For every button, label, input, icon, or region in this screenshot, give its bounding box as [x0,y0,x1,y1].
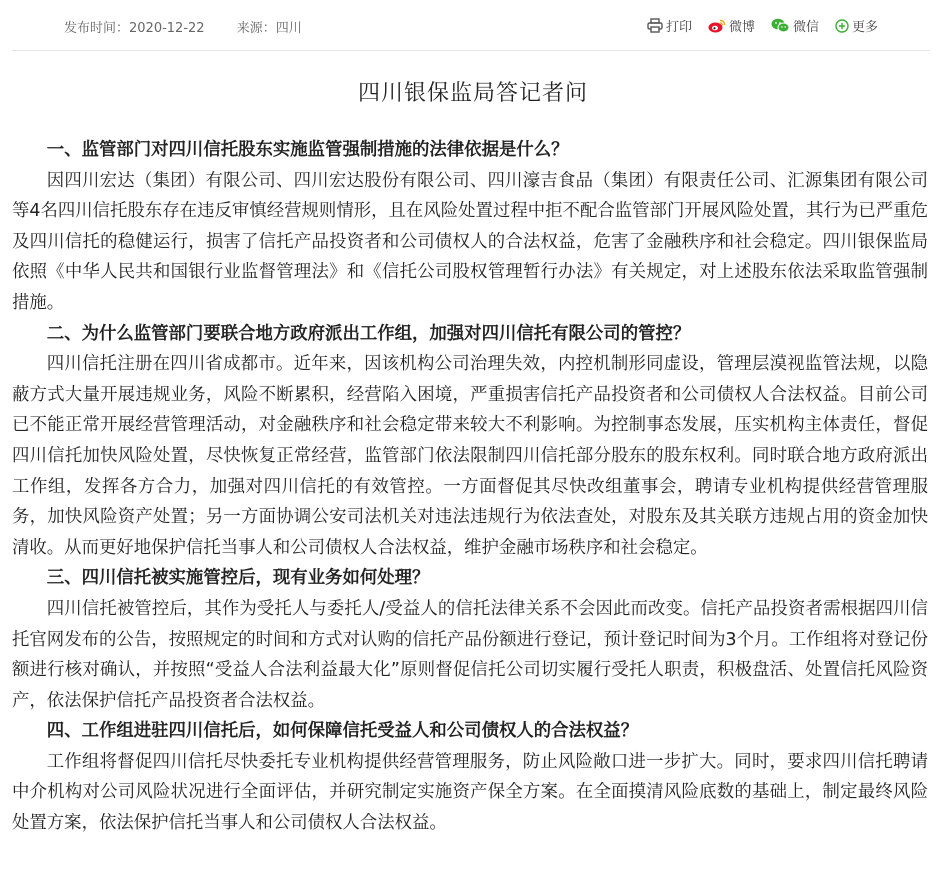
question-heading: 三、四川信托被实施管控后，现有业务如何处理？ [46,568,430,589]
more-share-button[interactable]: 更多 [835,16,878,35]
print-button[interactable]: 打印 [647,16,692,35]
source: 来源：四川 [236,21,302,36]
article-header-bar [12,0,930,51]
answer-paragraph: 工作组将督促四川信托尽快委托专业机构提供经营管理服务，防止风险敞口进一步扩大。同时，要求四川信托聘请中介机构对公司风险状况进行全面评估，并研究制定实施资产保全方案。在全面摸清风险底数的基础上，制定最终风险处置方案，依法保护信托当事人和公司债权人合法权益。 [12,751,928,834]
article-meta [64,17,330,36]
printer-icon [647,18,663,33]
share-toolbar [647,16,878,35]
question-heading: 四、工作组进驻四川信托后，如何保障信托受益人和公司债权人的合法权益？ [46,721,639,742]
article-body [12,135,928,839]
wechat-share-button[interactable]: 微信 [771,16,819,35]
article-title: 四川银保监局答记者问 [357,81,588,106]
weibo-icon [708,18,726,33]
answer-paragraph: 因四川宏达（集团）有限公司、四川宏达股份有限公司、四川濠吉食品（集团）有限责任公司、汇源集团有限公司等4名四川信托股东存在违反审慎经营规则情形，且在风险处置过程中拒不配合监管部门开展风险处置，其行为已严重危及四川信托的稳健运行，损害了信托产品投资者和公司债权人的合法权益，危害了金融秩序和社会稳定。四川银保监局依照《中华人民共和国银行业监督管理法》和《信托公司股权管理暂行办法》有关规定，对上述股东依法采取监管强制措施。 [12,170,928,313]
answer-paragraph: 四川信托被管控后，其作为受托人与委托人/受益人的信托法律关系不会因此而改变。信托产品投资者需根据四川信托官网发布的公告，按照规定的时间和方式对认购的信托产品份额进行登记，预计登记时间为3个月。工作组将对登记份额进行核对确认，并按照“受益人合法利益最大化”原则督促信托公司切实履行受托人职责，积极盘活、处置信托风险资产，依法保护信托产品投资者合法权益。 [12,598,928,711]
question-heading: 一、监管部门对四川信托股东实施监管强制措施的法律依据是什么？ [46,140,569,160]
plus-circle-icon [835,19,849,33]
wechat-icon [771,18,790,33]
question-heading: 二、为什么监管部门要联合地方政府派出工作组，加强对四川信托有限公司的管控？ [46,323,691,344]
publish-date: 发布时间：2020-12-22 [64,21,205,36]
answer-paragraph: 四川信托注册在四川省成都市。近年来，因该机构公司治理失效，内控机制形同虚设，管理层漠视监管法规，以隐蔽方式大量开展违规业务，风险不断累积，经营陷入困境，严重损害信托产品投资者和公司债权人合法权益。目前公司已不能正常开展经营管理活动，对金融秩序和社会稳定带来较大不利影响。为控制事态发展，压实机构主体责任，督促四川信托加快风险处置，尽快恢复正常经营，监管部门依法限制四川信托部分股东的股东权利。同时联合地方政府派出工作组，发挥各方合力，加强对四川信托的有效管控。一方面督促其尽快改组董事会，聘请专业机构提供经营管理服务，加快风险资产处置；另一方面协调公安司法机关对违法违规行为依法查处，对股东及其关联方违规占用的资金加快清收。从而更好地保护信托当事人和公司债权人合法权益，维护金融市场秩序和社会稳定。 [12,354,928,558]
weibo-share-button[interactable]: 微博 [708,16,755,35]
